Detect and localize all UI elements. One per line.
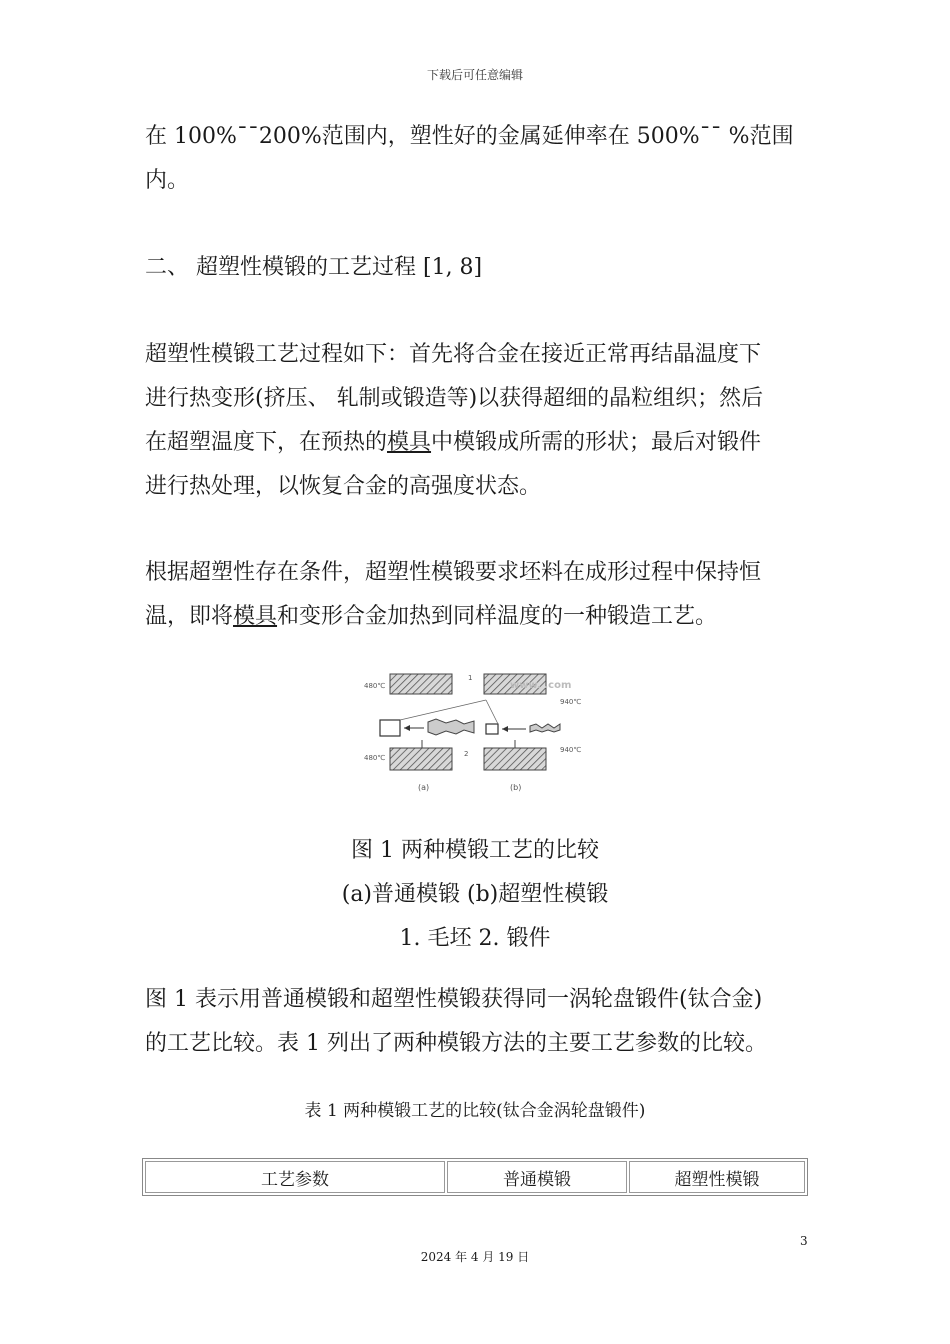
temp-label: 480℃ <box>364 754 386 762</box>
table-header-cell: 普通模锻 <box>447 1161 627 1193</box>
paragraph-line: 超塑性模锻工艺过程如下：首先将合金在接近正常再结晶温度下 <box>145 342 762 367</box>
part-number: 2 <box>464 750 469 758</box>
paragraph-conditions <box>145 551 810 639</box>
text-span: 中模锻成所需的形状；最后对锻件 <box>431 430 762 455</box>
forging-b <box>530 724 560 732</box>
page-header: 下载后可任意编辑 <box>426 68 523 82</box>
mold-link[interactable]: 模具 <box>233 604 278 629</box>
paragraph-top: 在 100%¯¯200%范围内，塑性好的金属延伸率在 500%¯¯ %范围内。 <box>145 124 794 193</box>
paragraph-line: 图 1 表示用普通模锻和超塑性模锻获得同一涡轮盘锻件(钛合金) <box>145 987 763 1012</box>
paragraph-process <box>145 333 810 509</box>
figure-caption-sub: (a)普通模锻 (b)超塑性模锻 <box>341 882 609 907</box>
subfigure-label: (a) <box>418 783 430 792</box>
forging-a <box>428 719 474 735</box>
section-heading: 二、 超塑性模锻的工艺过程 [1, 8] <box>145 255 483 280</box>
figure-caption-title: 图 1 两种模锻工艺的比较 <box>351 838 599 863</box>
paragraph-line: 进行热处理，以恢复合金的高强度状态。 <box>145 474 542 499</box>
text-span: 在超塑温度下，在预热的 <box>145 430 388 455</box>
table-header-cell: 工艺参数 <box>145 1161 445 1193</box>
page-footer-date: 2024 年 4 月 19 日 <box>420 1250 530 1264</box>
billet-b <box>486 724 498 734</box>
temp-label: 940℃ <box>560 746 582 754</box>
figure-caption-legend: 1. 毛坯 2. 锻件 <box>399 926 551 951</box>
table-header-cell: 超塑性模锻 <box>629 1161 805 1193</box>
figure-drawing <box>360 668 600 796</box>
paragraph-line: 的工艺比较。表 1 列出了两种模锻方法的主要工艺参数的比较。 <box>145 1031 767 1056</box>
subfigure-label: (b) <box>510 783 522 792</box>
paragraph-line <box>145 421 810 465</box>
paragraph-line: 进行热变形(挤压、 轧制或锻造等)以获得超细的晶粒组织；然后 <box>145 386 764 411</box>
params-table <box>142 1158 808 1196</box>
part-number: 1 <box>468 674 473 682</box>
temp-label: 940℃ <box>560 698 582 706</box>
table-title: 表 1 两种模锻工艺的比较(钛合金涡轮盘锻件) <box>304 1101 646 1121</box>
watermark-text: www. .com <box>510 680 572 691</box>
temp-label: 480℃ <box>364 682 386 690</box>
table-header-row <box>145 1161 805 1193</box>
paragraph-line: 根据超塑性存在条件，超塑性模锻要求坯料在成形过程中保持恒 <box>145 560 762 585</box>
page-number: 3 <box>800 1234 808 1248</box>
paragraph-comparison <box>145 978 810 1066</box>
text-span: 温，即将 <box>145 604 234 629</box>
paragraph-line <box>145 595 810 639</box>
forging-comparison-figure <box>360 668 600 796</box>
upper-die-a <box>390 674 452 694</box>
mold-link[interactable]: 模具 <box>387 430 432 455</box>
text-span: 和变形合金加热到同样温度的一种锻造工艺。 <box>277 604 718 629</box>
lower-die-a <box>390 748 452 770</box>
billet-a <box>380 720 400 736</box>
lower-die-b <box>484 748 546 770</box>
